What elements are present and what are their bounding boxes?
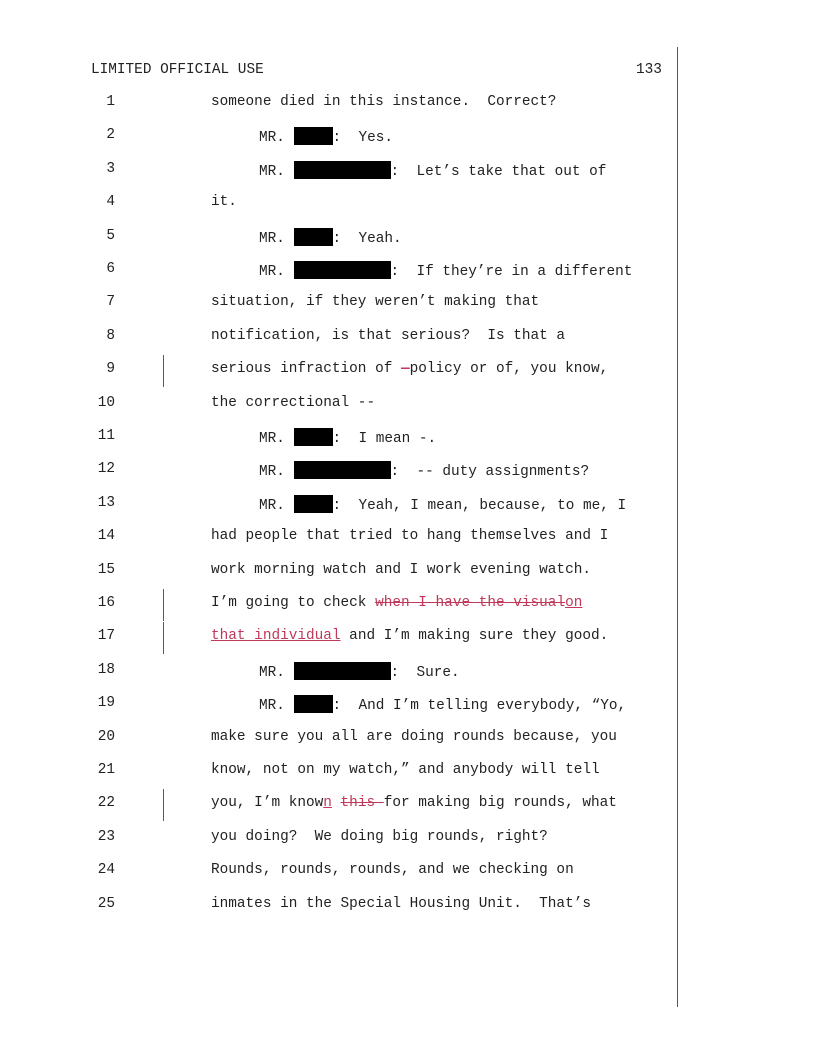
- text-run: MR.: [259, 664, 294, 681]
- redaction-box: [294, 261, 391, 279]
- line-text: [259, 127, 393, 146]
- transcript-line: [0, 795, 816, 819]
- redaction-box: [294, 428, 333, 446]
- deleted-text: —: [401, 361, 410, 378]
- text-run: MR.: [259, 230, 294, 247]
- line-number: 16: [97, 595, 115, 611]
- text-run: notification, is that serious? Is that a: [211, 327, 566, 344]
- line-text: [211, 862, 574, 878]
- line-text: [211, 628, 608, 644]
- line-text: [211, 361, 608, 377]
- text-run: : I mean -.: [332, 431, 437, 447]
- text-run: MR.: [259, 497, 294, 514]
- line-number: 24: [97, 862, 115, 879]
- inserted-text: on: [565, 595, 583, 611]
- redaction-box: [294, 662, 391, 680]
- transcript-line: [0, 228, 816, 252]
- text-run: the correctional --: [211, 394, 376, 411]
- line-text: [259, 428, 436, 447]
- text-run: : Yeah, I mean, because, to me, I: [332, 497, 627, 514]
- line-number: 19: [97, 695, 115, 712]
- line-number: 21: [97, 762, 115, 778]
- line-number: 2: [106, 127, 115, 144]
- transcript-line: [0, 194, 816, 218]
- text-run: : And I’m telling everybody, “Yo,: [332, 698, 627, 715]
- line-text: [211, 194, 237, 210]
- text-run: MR.: [259, 698, 294, 715]
- line-number: 6: [106, 261, 115, 277]
- transcript-line: [0, 528, 816, 552]
- text-run: it.: [211, 194, 237, 211]
- text-run: Rounds, rounds, rounds, and we checking on: [211, 862, 574, 879]
- line-text: [211, 562, 591, 578]
- redaction-box: [294, 461, 391, 479]
- line-text: [211, 729, 617, 745]
- line-text: [259, 161, 606, 180]
- line-number: 13: [97, 494, 115, 511]
- line-number: 11: [97, 428, 115, 444]
- transcript-line: [0, 896, 816, 920]
- classification-header: LIMITED OFFICIAL USE: [91, 62, 264, 78]
- line-number: 18: [97, 661, 115, 678]
- transcript-line: [0, 662, 816, 686]
- text-run: you, I’m know: [211, 795, 324, 812]
- line-text: [211, 328, 565, 344]
- revision-change-bar: [163, 355, 164, 387]
- text-run: situation, if they weren’t making that: [211, 294, 540, 311]
- transcript-line: [0, 261, 816, 285]
- transcript-line: [0, 161, 816, 185]
- line-number: 23: [97, 828, 115, 845]
- transcript-line: [0, 829, 816, 853]
- line-text: [211, 294, 539, 310]
- transcript-line: [0, 361, 816, 385]
- redaction-box: [294, 127, 333, 145]
- line-number: 22: [97, 795, 115, 812]
- line-number: 9: [106, 361, 115, 378]
- line-number: 12: [97, 461, 115, 478]
- line-number: 25: [97, 895, 115, 912]
- text-run: MR.: [259, 130, 294, 147]
- transcript-line: [0, 562, 816, 586]
- line-text: [211, 896, 591, 912]
- text-run: had people that tried to hang themselves and I: [211, 528, 609, 545]
- redaction-box: [294, 161, 391, 179]
- line-text: [211, 795, 617, 811]
- transcript-line: [0, 328, 816, 352]
- text-run: and I’m making sure they good.: [340, 628, 609, 645]
- line-number: 3: [106, 160, 115, 177]
- line-number: 20: [97, 728, 115, 745]
- transcript-line: [0, 428, 816, 452]
- line-number: 1: [106, 94, 115, 110]
- text-run: know, not on my watch,” and anybody will tell: [211, 762, 600, 778]
- line-number: 14: [97, 528, 115, 545]
- transcript-line: [0, 94, 816, 118]
- line-text: [211, 395, 375, 411]
- inserted-text: n: [323, 795, 332, 812]
- revision-change-bar: [163, 589, 164, 621]
- transcript-line: [0, 294, 816, 318]
- text-run: you doing? We doing big rounds, right?: [211, 828, 548, 845]
- redaction-box: [294, 228, 333, 246]
- line-text: [259, 695, 626, 714]
- transcript-line: [0, 628, 816, 652]
- transcript-line: [0, 762, 816, 786]
- redaction-box: [294, 495, 333, 513]
- transcript-line: [0, 461, 816, 485]
- text-run: inmates in the Special Housing Unit. That’s: [211, 895, 591, 912]
- line-text: [211, 528, 608, 544]
- page-number: 133: [636, 62, 662, 78]
- inserted-text: that individual: [211, 628, 341, 645]
- transcript-line: [0, 729, 816, 753]
- transcript-line: [0, 695, 816, 719]
- text-run: : Sure.: [390, 664, 460, 681]
- line-text: [211, 595, 582, 611]
- line-text: [211, 762, 600, 778]
- line-text: [259, 261, 632, 280]
- text-run: MR.: [259, 163, 294, 180]
- text-run: policy or of, you know,: [409, 361, 609, 378]
- transcript-line: [0, 862, 816, 886]
- transcript-line: [0, 127, 816, 151]
- text-run: : If they’re in a different: [390, 264, 633, 280]
- deleted-text: when I have the visual: [375, 595, 566, 611]
- line-text: [259, 461, 589, 480]
- text-run: for making big rounds, what: [383, 795, 617, 812]
- text-run: MR.: [259, 431, 294, 447]
- line-text: [211, 829, 548, 845]
- line-text: [259, 495, 626, 514]
- text-run: someone died in this instance. Correct?: [211, 94, 557, 110]
- line-number: 5: [106, 227, 115, 244]
- line-number: 15: [97, 561, 115, 578]
- line-number: 7: [106, 294, 115, 311]
- revision-change-bar: [163, 622, 164, 654]
- transcript-line: [0, 495, 816, 519]
- text-run: MR.: [259, 464, 294, 481]
- text-run: MR.: [259, 264, 294, 280]
- transcript-line: [0, 595, 816, 619]
- text-run: make sure you all are doing rounds because, you: [211, 728, 617, 745]
- line-number: 10: [97, 394, 115, 411]
- text-run: : Yeah.: [332, 230, 402, 247]
- text-run: I’m going to check: [211, 595, 376, 611]
- text-run: : Let’s take that out of: [390, 163, 607, 180]
- revision-change-bar: [163, 789, 164, 821]
- line-text: [259, 662, 460, 681]
- redaction-box: [294, 695, 333, 713]
- text-run: serious infraction of: [211, 361, 401, 378]
- line-number: 8: [106, 327, 115, 344]
- text-run: work morning watch and I work evening watch.: [211, 561, 591, 578]
- line-text: [211, 94, 556, 110]
- text-run: : -- duty assignments?: [390, 464, 590, 481]
- line-number: 4: [106, 194, 115, 211]
- line-number: 17: [97, 628, 115, 645]
- deleted-text: this: [340, 795, 384, 812]
- text-run: [332, 795, 341, 811]
- line-text: [259, 228, 402, 247]
- transcript-line: [0, 395, 816, 419]
- text-run: : Yes.: [332, 130, 393, 147]
